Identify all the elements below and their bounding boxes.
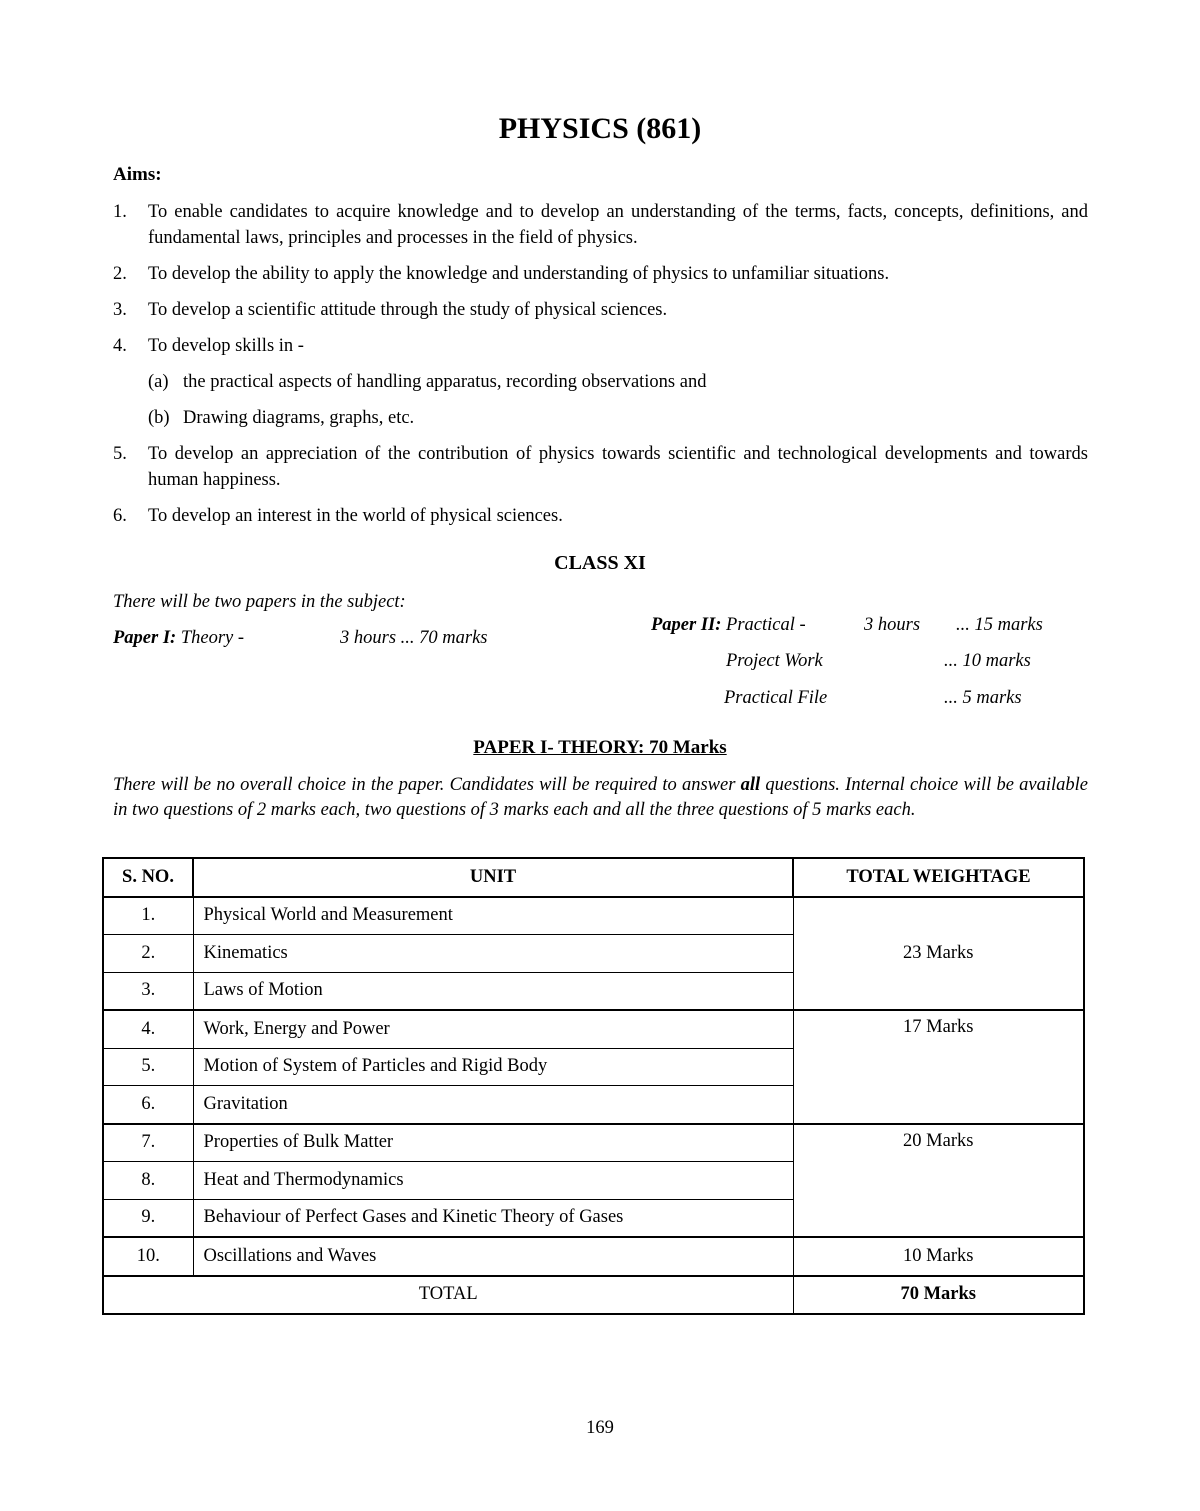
- aim-subitem: [113, 405, 1088, 431]
- aim-number: 4.: [113, 336, 127, 356]
- aim-number: 3.: [113, 300, 127, 320]
- aim-item: [113, 503, 1088, 529]
- aim-number: 6.: [113, 506, 127, 526]
- aim-text: To develop the ability to apply the knowledge and understanding of physics to unfamiliar situations.: [148, 264, 890, 284]
- aim-text: To develop an appreciation of the contribution of physics towards scientific and technological developments and towards human happiness.: [148, 444, 1088, 490]
- table-row: [103, 1124, 1084, 1162]
- row-weightage: 10 Marks: [793, 1237, 1084, 1276]
- practical-file-label: Practical File: [724, 688, 828, 708]
- header-unit: UNIT: [193, 858, 793, 897]
- row-sno: 8.: [103, 1162, 193, 1200]
- paper1-line: [113, 628, 244, 649]
- row-weightage: 23 Marks: [793, 897, 1084, 1011]
- paper1-name: Theory -: [176, 628, 245, 648]
- aim-number: 2.: [113, 264, 127, 284]
- aim-number: 1.: [113, 202, 127, 222]
- row-unit: Physical World and Measurement: [193, 897, 793, 935]
- header-weightage: TOTAL WEIGHTAGE: [793, 858, 1084, 897]
- row-unit: Gravitation: [193, 1086, 793, 1124]
- row-sno: 7.: [103, 1124, 193, 1162]
- instructions-emphasis: all: [740, 775, 761, 795]
- paper2-label: Paper II:: [651, 615, 722, 635]
- aims-list: [113, 199, 1088, 539]
- aim-item: [113, 441, 1088, 493]
- aim-item: [113, 199, 1088, 251]
- aim-item: [113, 297, 1088, 323]
- row-sno: 5.: [103, 1048, 193, 1086]
- aim-subitem-text: Drawing diagrams, graphs, etc.: [183, 408, 415, 428]
- row-sno: 3.: [103, 972, 193, 1010]
- paper1-hours: 3 hours ... 70 marks: [340, 628, 488, 648]
- aim-text: To develop a scientific attitude through the study of physical sciences.: [148, 300, 668, 320]
- row-weightage: 17 Marks: [793, 1010, 1084, 1124]
- aim-subitem: [113, 369, 1088, 395]
- row-sno: 1.: [103, 897, 193, 935]
- theory-instructions: [113, 773, 1088, 823]
- aim-number: 5.: [113, 444, 127, 464]
- row-unit: Kinematics: [193, 935, 793, 973]
- total-value: 70 Marks: [793, 1276, 1084, 1315]
- aim-item: [113, 261, 1088, 287]
- weightage-table: [102, 857, 1085, 1315]
- table-row: [103, 897, 1084, 935]
- row-unit: Oscillations and Waves: [193, 1237, 793, 1276]
- page-number: 169: [586, 1418, 614, 1438]
- paper1-label: Paper I:: [113, 628, 177, 648]
- total-label: TOTAL: [103, 1276, 793, 1315]
- row-sno: 4.: [103, 1010, 193, 1048]
- instructions-text-end: questions. Internal choice will be available in two questions of 2 marks each, two questions of 3 marks each and all the three questions of 5 marks each.: [113, 775, 1088, 820]
- header-sno: S. NO.: [103, 858, 193, 897]
- paper2-hours: 3 hours: [864, 615, 921, 635]
- aims-heading: Aims:: [113, 164, 162, 185]
- row-sno: 2.: [103, 935, 193, 973]
- paper2-line: [651, 615, 806, 636]
- row-unit: Motion of System of Particles and Rigid Body: [193, 1048, 793, 1086]
- aim-subitem-label: (a): [148, 372, 169, 392]
- row-sno: 6.: [103, 1086, 193, 1124]
- theory-heading: PAPER I- THEORY: 70 Marks: [473, 737, 727, 758]
- row-sno: 9.: [103, 1199, 193, 1237]
- row-unit: Laws of Motion: [193, 972, 793, 1010]
- papers-intro: There will be two papers in the subject:: [113, 592, 406, 612]
- table-total-row: [103, 1276, 1084, 1315]
- paper2-name: Practical -: [721, 615, 806, 635]
- row-unit: Behaviour of Perfect Gases and Kinetic Theory of Gases: [193, 1199, 793, 1237]
- table-row: [103, 1237, 1084, 1276]
- project-work-label: Project Work: [726, 651, 823, 671]
- aim-text: To enable candidates to acquire knowledge and to develop an understanding of the terms, facts, concepts, definitions, and fundamental laws, principles and processes in the field of physics.: [148, 202, 1088, 248]
- row-unit: Properties of Bulk Matter: [193, 1124, 793, 1162]
- practical-file-marks: ... 5 marks: [944, 688, 1022, 708]
- aim-item: [113, 333, 1088, 359]
- row-unit: Work, Energy and Power: [193, 1010, 793, 1048]
- class-heading: CLASS XI: [554, 552, 646, 574]
- aim-subitem-text: the practical aspects of handling apparatus, recording observations and: [183, 372, 707, 392]
- page-title: PHYSICS (861): [498, 112, 702, 145]
- project-work-marks: ... 10 marks: [944, 651, 1031, 671]
- row-sno: 10.: [103, 1237, 193, 1276]
- paper2-marks: ... 15 marks: [956, 615, 1043, 635]
- instructions-text-start: There will be no overall choice in the paper. Candidates will be required to answer: [113, 775, 741, 795]
- table-row: [103, 1010, 1084, 1048]
- row-unit: Heat and Thermodynamics: [193, 1162, 793, 1200]
- aim-text: To develop an interest in the world of physical sciences.: [148, 506, 563, 526]
- table-header-row: [103, 858, 1084, 897]
- aim-text: To develop skills in -: [148, 336, 304, 356]
- row-weightage: 20 Marks: [793, 1124, 1084, 1238]
- aim-subitem-label: (b): [148, 408, 170, 428]
